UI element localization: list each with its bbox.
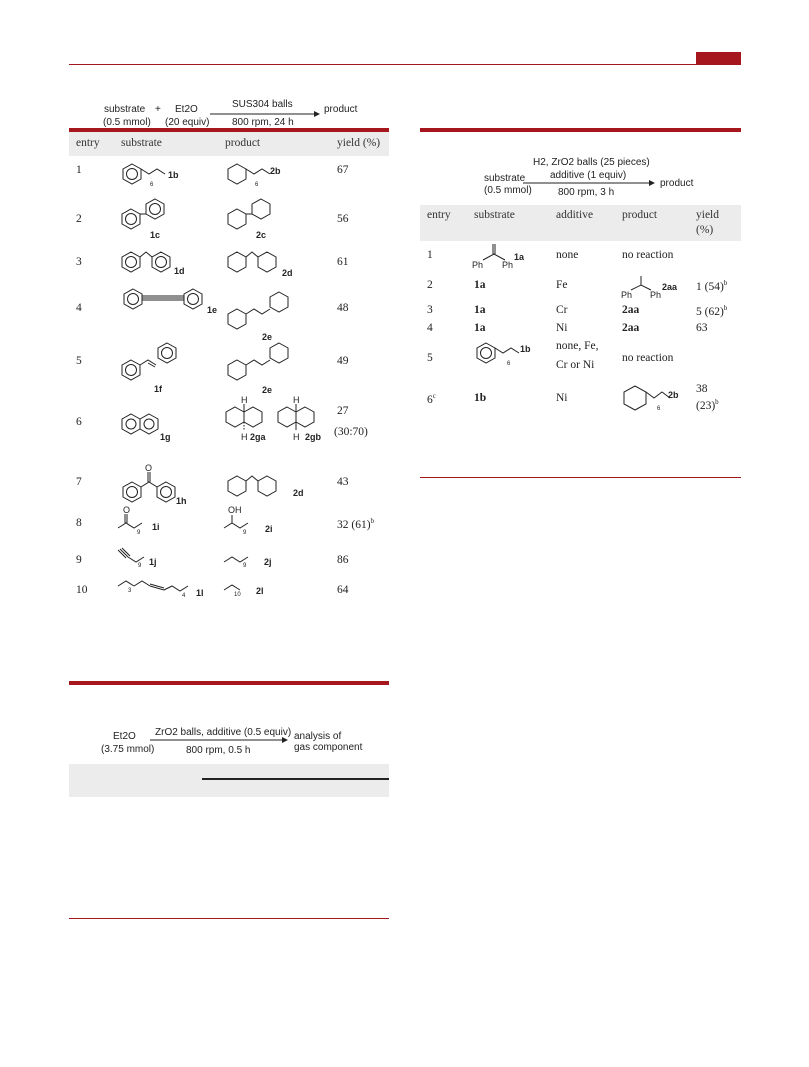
- svg-text:H: H: [241, 432, 248, 442]
- t3-yield-value: (23): [696, 399, 716, 412]
- t2-top-rule: [69, 681, 389, 685]
- svg-text:Ph: Ph: [650, 290, 662, 300]
- t2-conditions-above: ZrO2 balls, additive (0.5 equiv): [155, 727, 292, 738]
- t1-conditions-below: 800 rpm, 24 h: [232, 117, 294, 128]
- t3-yield-value: 5 (62): [696, 305, 724, 318]
- structure-2b: [624, 386, 679, 412]
- svg-text:1e: 1e: [207, 305, 218, 315]
- svg-text:1g: 1g: [160, 432, 171, 442]
- t1-entry: 9: [76, 554, 82, 566]
- t3-additive: Ni: [556, 322, 568, 334]
- t3-yield-value: 1 (54): [696, 280, 724, 293]
- t1-yield: 67: [337, 164, 349, 176]
- t3-entry-value: 6: [427, 393, 433, 406]
- t1-entry: 5: [76, 355, 82, 367]
- svg-text:1b: 1b: [520, 344, 531, 354]
- svg-text:Ph: Ph: [502, 260, 514, 270]
- svg-text:2c: 2c: [256, 230, 267, 240]
- t3-entry: 2: [427, 279, 433, 291]
- t3-product: product: [660, 178, 694, 189]
- svg-text:1d: 1d: [174, 266, 185, 276]
- svg-text:1a: 1a: [514, 252, 525, 262]
- svg-text:2d: 2d: [282, 268, 293, 278]
- svg-text:1f: 1f: [154, 384, 163, 394]
- svg-text:6: 6: [150, 182, 154, 188]
- t1-product: product: [324, 104, 358, 115]
- t1-entry: 6: [76, 416, 82, 428]
- t3-footnote-mark: b: [723, 304, 728, 312]
- t1-yield: 86: [337, 554, 349, 566]
- t1-reactant1-amount: (0.5 mmol): [103, 117, 151, 128]
- svg-text:1i: 1i: [152, 522, 160, 532]
- t1-entry: 4: [76, 302, 82, 314]
- svg-text:2ga: 2ga: [250, 432, 266, 442]
- t3-col-yield: yield: [696, 209, 719, 221]
- svg-text:O: O: [145, 463, 153, 473]
- t2-reactant: Et2O: [113, 731, 136, 742]
- svg-text:2i: 2i: [265, 524, 273, 534]
- svg-text:3: 3: [128, 588, 132, 594]
- t3-entry: 3: [427, 304, 433, 316]
- t1-col-substrate: substrate: [121, 137, 162, 149]
- t2-conditions-below: 800 rpm, 0.5 h: [186, 745, 251, 756]
- t3-additive: Fe: [556, 279, 568, 291]
- t3-conditions-below: 800 rpm, 3 h: [558, 187, 615, 198]
- structure-1j: [118, 548, 157, 569]
- t3-footnote-mark: b: [715, 398, 719, 406]
- structure-2i: [224, 505, 273, 536]
- t1-yield: 61: [337, 256, 349, 268]
- structure-2aa: [621, 276, 678, 300]
- t3-additive: Cr: [556, 304, 568, 316]
- svg-text:9: 9: [138, 563, 142, 569]
- t3-additive: none: [556, 249, 579, 261]
- t1-reactant2-amount: (20 equiv): [165, 117, 210, 128]
- t2-header-rule: [202, 778, 389, 780]
- t1-conditions-above: SUS304 balls: [232, 99, 293, 110]
- svg-text:2e: 2e: [262, 332, 273, 342]
- t3-additive: Cr or Ni: [556, 359, 595, 371]
- t2-bottom-rule: [69, 918, 389, 919]
- t3-product-cell: no reaction: [622, 249, 674, 261]
- svg-text:Ph: Ph: [621, 290, 633, 300]
- svg-text:1b: 1b: [168, 170, 179, 180]
- t3-reactant-amount: (0.5 mmol): [484, 185, 532, 196]
- t1-yield: 27: [337, 405, 349, 417]
- svg-text:Ph: Ph: [472, 260, 484, 270]
- svg-text:4: 4: [182, 593, 186, 599]
- t1-col-entry: entry: [76, 137, 100, 149]
- t3-substrate-cell: 1b: [474, 392, 487, 404]
- t3-substrate-cell: 1a: [474, 304, 486, 316]
- svg-text:2d: 2d: [293, 488, 304, 498]
- structure-2j: [224, 557, 272, 569]
- svg-text:1l: 1l: [196, 588, 204, 598]
- svg-text:9: 9: [243, 563, 247, 569]
- svg-text:O: O: [123, 505, 131, 515]
- svg-text:2j: 2j: [264, 557, 272, 567]
- svg-text:OH: OH: [228, 505, 242, 515]
- t3-col-additive: additive: [556, 209, 594, 221]
- t2-product-line2: gas component: [294, 742, 363, 753]
- svg-text:1h: 1h: [176, 496, 187, 506]
- svg-text:1c: 1c: [150, 230, 161, 240]
- t1-footnote-mark: b: [370, 517, 375, 525]
- t1-entry: 7: [76, 476, 82, 488]
- svg-text:H: H: [293, 432, 300, 442]
- svg-text:2gb: 2gb: [305, 432, 322, 442]
- t1-yield-value: 32 (61): [337, 518, 371, 531]
- t1-yield: 64: [337, 584, 349, 596]
- svg-text:6: 6: [657, 406, 661, 412]
- t3-substrate-cell: 1a: [474, 279, 486, 291]
- svg-text:H: H: [293, 395, 300, 405]
- t2-header-row: [69, 764, 389, 797]
- t1-plus: +: [155, 104, 161, 115]
- t1-reactant1: substrate: [104, 104, 146, 115]
- t3-entry: 5: [427, 352, 433, 364]
- t3-col-substrate: substrate: [474, 209, 515, 221]
- t1-yield: 43: [337, 476, 349, 488]
- t3-additive: none, Fe,: [556, 340, 599, 352]
- t1-entry: 8: [76, 517, 82, 529]
- svg-text:9: 9: [243, 530, 247, 536]
- t3-col-product: product: [622, 209, 658, 221]
- t3-reactant: substrate: [484, 173, 526, 184]
- t3-yield: 38: [696, 383, 708, 395]
- t3-entry: 1: [427, 249, 433, 261]
- t1-col-product: product: [225, 137, 261, 149]
- svg-text:2b: 2b: [668, 390, 679, 400]
- t1-yield-ratio: (30:70): [334, 426, 368, 438]
- t1-yield: 49: [337, 355, 349, 367]
- structure-1a: [472, 244, 525, 270]
- t3-footnote-mark: b: [723, 279, 728, 287]
- t3-entry: 4: [427, 322, 433, 334]
- svg-text:6: 6: [255, 182, 259, 188]
- t3-product-cell: no reaction: [622, 352, 674, 364]
- t3-footnote-mark: c: [432, 392, 436, 400]
- structure-1i: [118, 505, 160, 536]
- svg-text:H: H: [241, 395, 248, 405]
- t1-yield: 48: [337, 302, 349, 314]
- t1-reactant2: Et2O: [175, 104, 198, 115]
- t1-col-yield: yield (%): [337, 137, 381, 149]
- t3-product-cell: 2aa: [622, 322, 640, 334]
- svg-text:9: 9: [137, 530, 141, 536]
- structure-1b: [477, 343, 531, 367]
- svg-text:6: 6: [507, 361, 511, 367]
- svg-text:2b: 2b: [270, 166, 281, 176]
- t3-yield: 63: [696, 322, 708, 334]
- t1-entry: 1: [76, 164, 82, 176]
- t1-entry: 3: [76, 256, 82, 268]
- t3-product-cell: 2aa: [622, 304, 640, 316]
- t3-bottom-rule: [420, 477, 741, 478]
- t3-col-entry: entry: [427, 209, 451, 221]
- svg-text:2aa: 2aa: [662, 282, 678, 292]
- t3-structures: [0, 0, 809, 460]
- t3-conditions-above1: H2, ZrO2 balls (25 pieces): [533, 157, 650, 168]
- structure-1h: [123, 463, 187, 506]
- t3-col-yield-unit: (%): [696, 224, 714, 236]
- t3-substrate-cell: 1a: [474, 322, 486, 334]
- t2-reactant-amount: (3.75 mmol): [101, 744, 155, 755]
- svg-text:10: 10: [234, 592, 241, 598]
- t1-yield: 56: [337, 213, 349, 225]
- svg-text:1j: 1j: [149, 557, 157, 567]
- structure-1l: [118, 581, 204, 599]
- svg-text:2e: 2e: [262, 385, 273, 395]
- t3-conditions-above2: additive (1 equiv): [550, 170, 627, 181]
- t2-product-line1: analysis of: [294, 731, 342, 742]
- svg-text:2l: 2l: [256, 586, 264, 596]
- structure-2d: [228, 476, 304, 498]
- structure-2l: [224, 585, 264, 598]
- t2-reaction-arrow: [150, 737, 288, 743]
- t1-entry: 2: [76, 213, 82, 225]
- t1-entry: 10: [76, 584, 88, 596]
- t3-additive: Ni: [556, 392, 568, 404]
